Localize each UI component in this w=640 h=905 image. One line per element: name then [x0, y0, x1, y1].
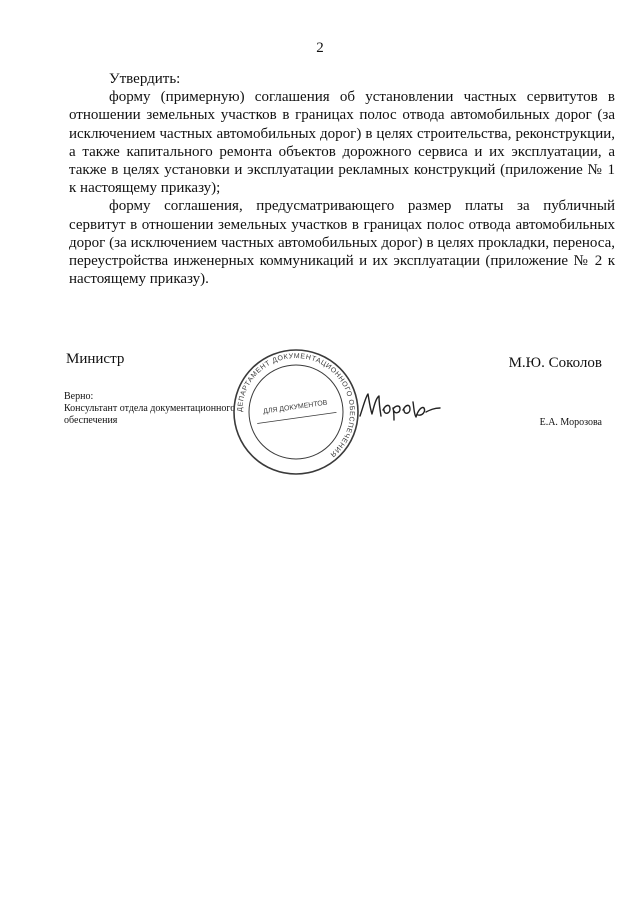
paragraph-approve: Утвердить:: [109, 71, 181, 87]
verified-block: [64, 391, 235, 427]
minister-name: М.Ю. Соколов: [508, 355, 602, 371]
minister-title: Министр: [66, 351, 125, 367]
handwritten-signature: [356, 390, 442, 424]
official-seal: [232, 348, 360, 476]
seal-center-text: ДЛЯ ДОКУМЕНТОВ: [262, 399, 328, 416]
paragraph-form-private-servitude: форму (примерную) соглашения об установлении частных сервитутов в отношении земельных участков в границах полос отвода автомобильных дорог (за исключением частных автомобильных дорог) в целях строительства, реконструкции, а также капитального ремонта объектов дорожного сервиса и их эксплуатации, а также в целях установки и эксплуатации рекламных конструкций (приложение № 1 к настоящему приказу);: [69, 89, 615, 197]
verified-label: Верно:: [64, 391, 94, 402]
page-number: 2: [316, 40, 324, 56]
consultant-name: Е.А. Морозова: [539, 417, 602, 428]
consultant-title-line1: Консультант отдела документационного: [64, 403, 236, 414]
seal-ring-text: ДЕПАРТАМЕНТ ДОКУМЕНТАЦИОННОГО ОБЕСПЕЧЕНИЯ: [236, 352, 356, 459]
consultant-title-line2: обеспечения: [64, 415, 118, 426]
paragraph-form-public-servitude: форму соглашения, предусматривающего размер платы за публичный сервитут в отношении земельных участков в границах полос отвода автомобильных дорог (за исключением частных автомобильных дорог) в целях прокладки, переноса, переустройства инженерных коммуникаций и их эксплуатации (приложение № 2 к настоящему приказу).: [69, 198, 615, 288]
